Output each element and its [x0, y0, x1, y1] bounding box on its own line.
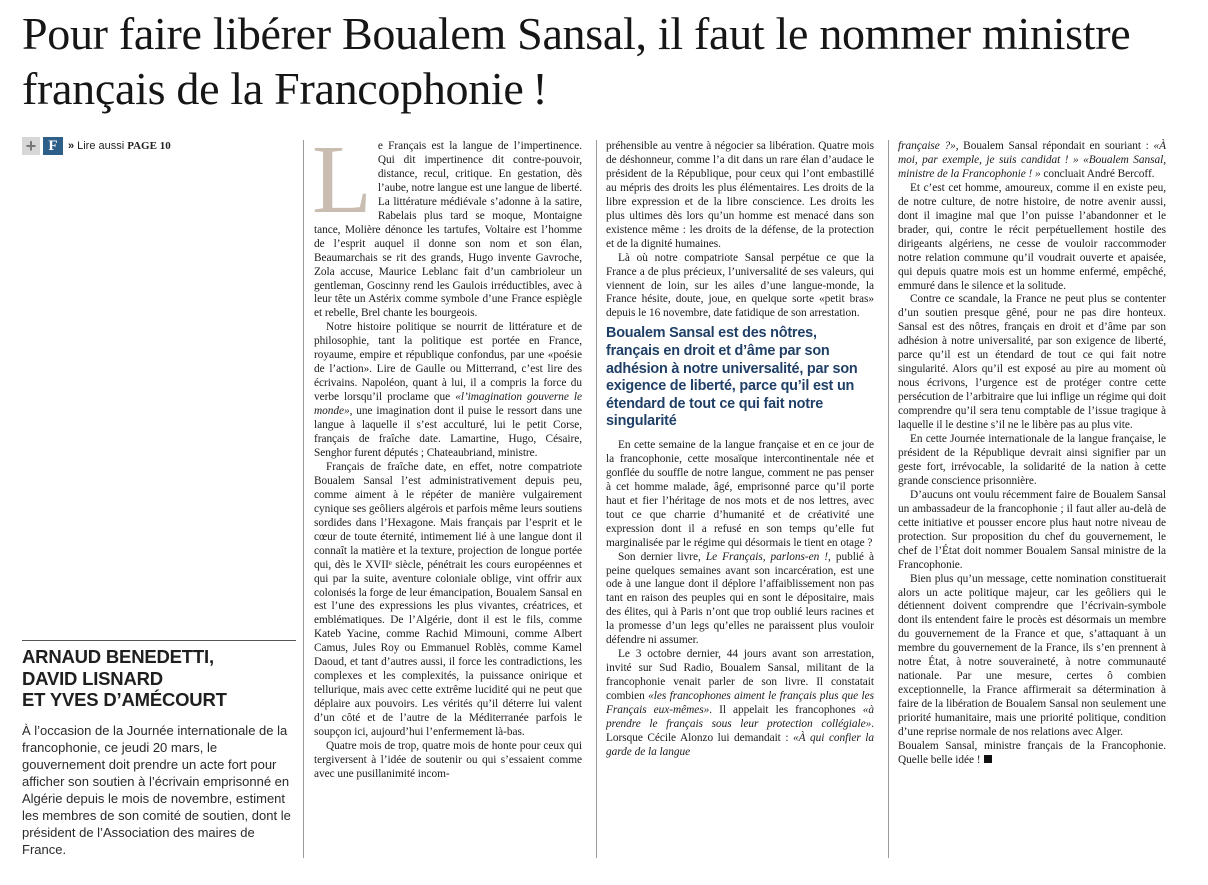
article-paragraph: En cette Journée internationale de la langue française, le président de la République devrait ainsi signifier par un geste fort, irrévocable, la solidarité de la nation à cette grande conscience prisonnière. — [898, 433, 1166, 487]
read-also-label: Lire aussi — [77, 140, 125, 152]
byline — [22, 646, 296, 711]
column-divider — [303, 140, 304, 858]
article-paragraph: Le Français est la langue de l’impertinence. Qui dit impertinence dit contre-pouvoir, distance, recul, critique. En gestation, dès l’aube, notre langue est une langue de liberté. La littérature médiévale s’adonne à la satire, Rabelais plus tard se moque, Montaigne tance, Molière dénonce les tartufes, Voltaire est l’homme de l’esprit auquel il donne son nom et son élan, Beaumarchais se rit des grands, Hugo invente Gavroche, Zola accuse, Maurice Leblanc fait d’un cambrioleur un gentleman, Goscinny rend les Gaulois irréductibles, avec à leur tête un Astérix comme symbole d’une France espiègle et rebelle, Brel chante les bourgeois. — [312, 126, 582, 320]
drop-cap: L — [312, 126, 372, 234]
article-paragraph: Notre histoire politique se nourrit de littérature et de philosophie, tant la politique est portée en France, royaume, empire et république confondus, par une «poésie de l’action». Lire de Gaulle ou Mitterrand, c’est lire des écrivains. Napoléon, quant à lui, il a compris la force du verbe lorsqu’il proclame que «l’imagination gouverne le monde», une imagination dont il puise le ressort dans une langue à laquelle il s’est acculturé, lui le petit Corse, français de fraîche date. Lamartine, Hugo, Césaire, Senghor furent députés ; Chateaubriand, ministre. — [314, 321, 582, 459]
article-column-1 — [312, 126, 582, 782]
article-column-3 — [898, 140, 1166, 768]
article-paragraph: Français de fraîche date, en effet, notre compatriote Boualem Sansal l’est administrativement depuis peu, comme aiment à le répéter de manière vulgairement cynique ses geôliers algérois et parfois même leurs soutiens sordides dans l’Hexagone. Mais français par l’esprit et le cœur de toute éternité, intimement lié à une langue dont il connaît la matière et la texture, projection de longue portée qui, dès le XVIIᵉ siècle, pénétrait les cours européennes et qui par la suite, aventure coloniale oblige, vint offrir aux colonisés la forge de leur émancipation, Boualem Sansal en est l’une des expressions les plus vivantes, créatrices, et emblématiques. De l’Algérie, dont il est le fils, comme Kateb Yacine, comme Rachid Mimouni, comme Albert Camus, Jules Roy ou Emmanuel Roblès, comme Kamel Daoud, et tant d’autres aussi, il force les contradictions, les complexes et les complexités, la puissance onirique et tellurique, mais avec cette extrême lucidité qui ne peut que déplaire aux pouvoirs. Les vérités qu’il déterre lui valent d’un côté et de l’autre de la Méditerranée parfois le soupçon ici, aujourd’hui l’enfermement là-bas. — [314, 460, 582, 739]
article-paragraph: Son dernier livre, Le Français, parlons-en !, publié à peine quelques semaines avant son incarcération, est une ode à une langue dont il déplore l’affaiblissement non pas tant en raison des peuples qui en sont le dépositaire, mais des élites, qui à Paris n’ont que trop oublié leurs racines et la promesse d’un legs qu’elles ne paraissent plus vouloir défendre ni assumer. — [606, 550, 874, 647]
author-1: ARNAUD BENEDETTI, — [22, 646, 214, 667]
headline: Pour faire libérer Boualem Sansal, il faut le nommer ministre français de la Francophonie ! — [22, 8, 1131, 114]
double-chevron-icon: » — [68, 140, 75, 152]
article-paragraph: Contre ce scandale, la France ne peut plus se contenter d’un soutien presque gêné, pour ne pas dire honteux. Sansal est des nôtres, français en droit et d’âme par son adhésion à notre universalité, par son exigence de liberté, parce qu’il est un étendard de tout ce qui fait notre singularité. Alors qu’il est exposé au pire au moment où nous écrivons, l’urgence est de protéger contre cette persécution de l’arbitraire que lui inflige un régime qui doit comprendre qu’il sera tenu comptable de l’issue tragique à laquelle il le destine s’il ne le libère pas au plus vite. — [898, 293, 1166, 432]
column-divider — [888, 140, 889, 858]
end-mark-icon — [984, 755, 992, 763]
byline-divider — [22, 640, 296, 641]
article-paragraph: En cette semaine de la langue française et en ce jour de la francophonie, cette mosaïque intercontinentale née et gonflée du souffle de notre langue, comment ne pas penser à cet homme malade, âgé, emprisonné parce qu’il porte haut et fier l’héritage de nos mots et de nos lettres, avec tout ce que charrie d’humanité et de créativité une expression dont il a refusé en son temps qu’elle fut marginalisée par le régime qui désormais le tient en otage ? — [606, 438, 874, 549]
article-paragraph: Quatre mois de trop, quatre mois de honte pour ceux qui tergiversent à l’idée de soutenir ou qui s’essaient comme avec une pusillanimité incom- — [314, 739, 582, 780]
article-paragraph: D’aucuns ont voulu récemment faire de Boualem Sansal un ambassadeur de la francophonie ; il faut aller au-delà de cette initiative et pousser encore plus haut notre niveau de protection. Sur proposition du chef du gouvernement, le chef de l’État doit nommer Boualem Sansal ministre de la Francophonie. — [898, 488, 1166, 571]
column-divider — [596, 140, 597, 858]
read-also-link[interactable] — [22, 136, 171, 156]
article-paragraph: préhensible au ventre à négocier sa libération. Quatre mois de déshonneur, comme l’a dit dans un rare élan d’audace le président de la République, pour ceux qui l’ont embastillé au mépris des droits les plus élémentaires. Les droits de la libre expression et de la libre conscience. Les droits les plus ultimes dès lors qu’un homme est menacé dans son existence même : les droits de la défense, de la protection et de la dignité humaines. — [606, 140, 874, 250]
standfirst: À l’occasion de la Journée internationale de la francophonie, ce jeudi 20 mars, le gouvernement doit prendre un acte fort pour afficher son soutien à l’écrivain emprisonné en Algérie depuis le mois de novembre, estiment les membres de son comité de soutien, dont le président de l’Association des maires de France. — [22, 723, 291, 857]
article-paragraph: Là où notre compatriote Sansal perpétue ce que la France a de plus précieux, l’universalité de ses valeurs, qui viennent de loin, sur les ailes d’une langue-monde, la France hésite, doute, joue, en quelque sorte «petit bras» depuis le 16 novembre, date fatidique de son arrestation. — [606, 251, 874, 320]
article-paragraph: Le 3 octobre dernier, 44 jours avant son arrestation, invité sur Sud Radio, Boualem Sansal, militant de la francophonie venait parler de son livre. Il constatait combien «les francophones aiment le français plus que les Français eux-mêmes». Il appelait les francophones «à prendre le français sous leur protection collégiale». Lorsque Cécile Alonzo lui demandait : «À qui confier la garde de la langue — [606, 648, 875, 758]
plus-icon[interactable]: + — [22, 137, 40, 155]
pull-quote: Boualem Sansal est des nôtres, français en droit et d’âme par son adhésion à notre universalité, par son exigence de liberté, parce qu’il est un étendard de tout ce qui fait notre singularité — [606, 325, 858, 430]
article-paragraph: Boualem Sansal, ministre français de la Francophonie. Quelle belle idée ! — [898, 739, 1166, 766]
author-3: ET YVES D’AMÉCOURT — [22, 689, 227, 710]
author-2: DAVID LISNARD — [22, 667, 163, 689]
article-paragraph: Et c’est cet homme, amoureux, comme il en existe peu, de notre culture, de notre histoire, de notre avenir aussi, dont il imagine mal que l’on puisse l’abandonner et le brader, qui, contre le récit perpétuellement hostile des dirigeants algériens, ne cesse de vouloir raccommoder notre relation commune qu’il voudrait ouverte et apaisée, qui depuis quatre mois est un homme enfermé, empêché, emmuré dans le silence et la solitude. — [898, 181, 1166, 292]
article-column-2 — [606, 140, 874, 760]
article-paragraph: française ?», Boualem Sansal répondait en souriant : «À moi, par exemple, je suis candidat ! » «Boualem Sansal, ministre de la Francophonie ! » concluait André Bercoff. — [898, 140, 1166, 180]
le-figaro-logo-icon: F — [43, 137, 63, 155]
article-paragraph: Bien plus qu’un message, cette nomination constituerait alors un acte politique majeur, car les geôliers qui le détiennent doivent comprendre que l’écrivain-symbole dont ils entendent faire le procès est désormais un membre du gouvernement de la France et que, s’attaquant à un membre du gouvernement de la France, ils s’en prennent à notre État, à notre souveraineté, à notre communauté nationale. Par une mesure, certes ô combien exceptionnelle, la France affirmerait sa détermination à faire de la libération de Boualem Sansal non seulement une priorité humanitaire, mais une priorité politique, condition d’une reprise normale de nos relations avec Alger. — [898, 572, 1166, 739]
read-also-page[interactable]: PAGE 10 — [127, 140, 171, 152]
